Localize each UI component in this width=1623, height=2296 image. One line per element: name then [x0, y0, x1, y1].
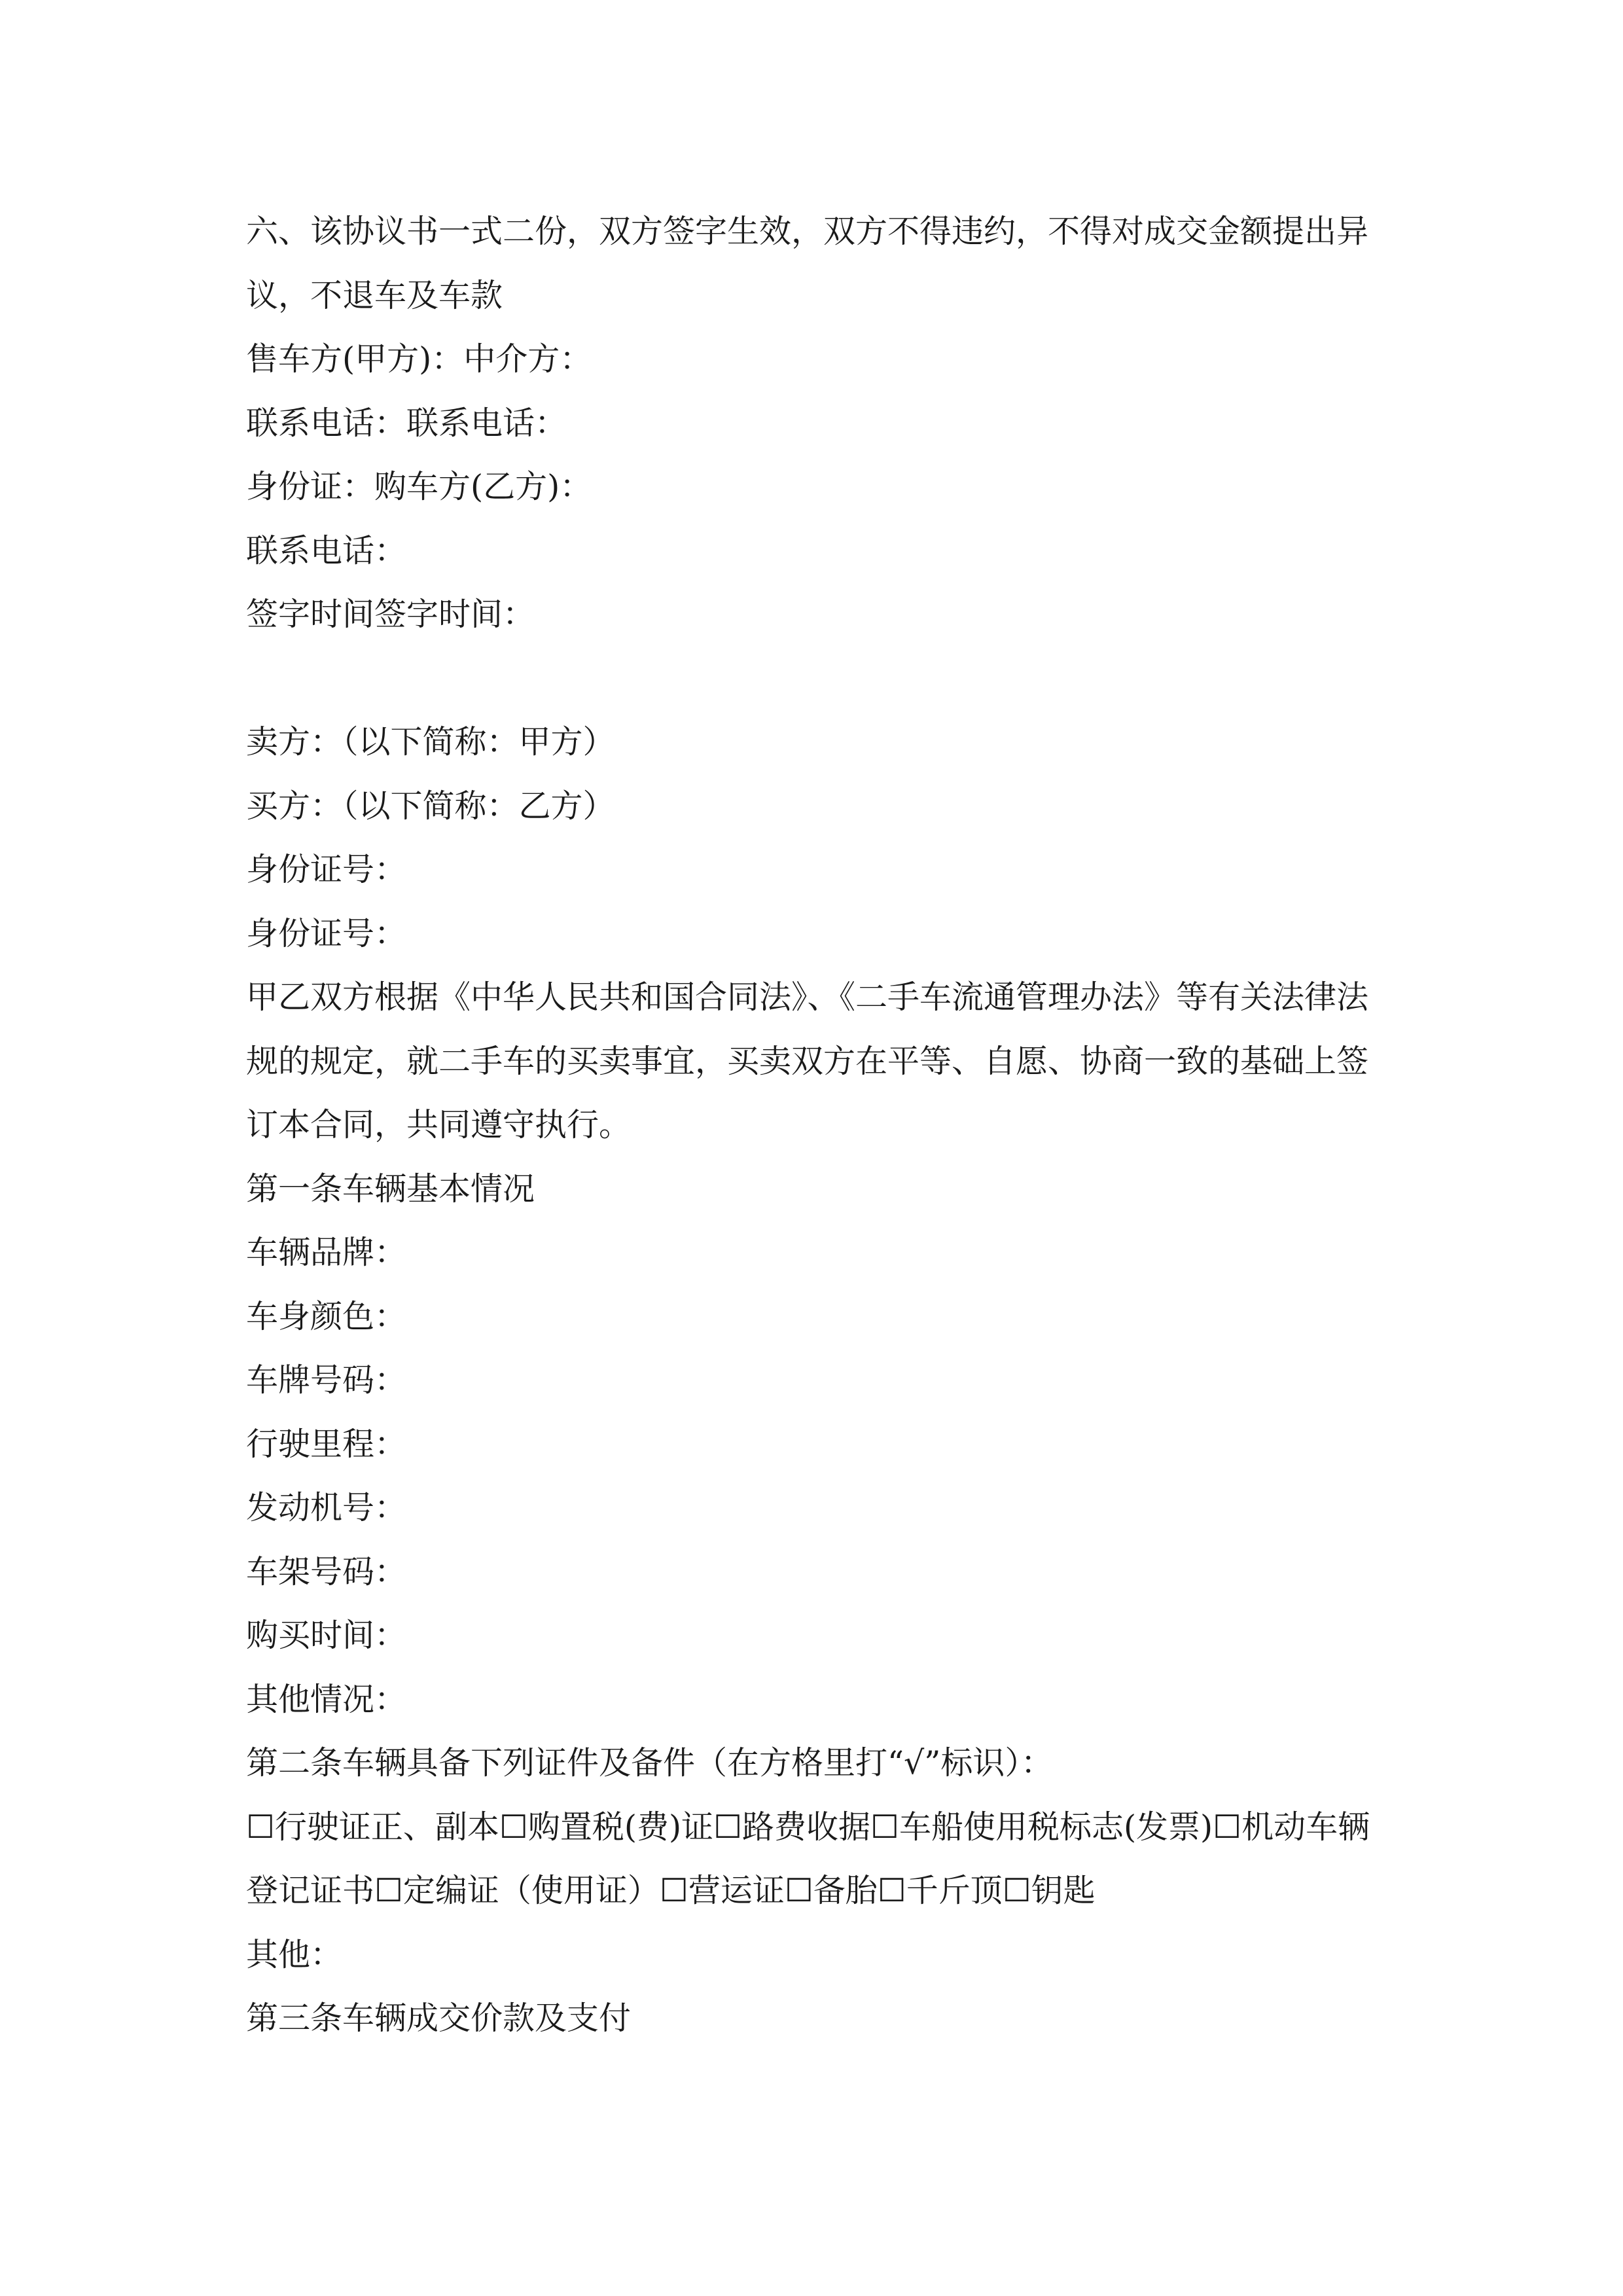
- other-conditions-line: 其他情况：: [246, 1680, 407, 1718]
- phone-line: 联系电话：联系电话：: [246, 404, 567, 442]
- article-two-heading: 第二条车辆具备下列证件及备件（在方格里打“√”标识）：: [246, 1744, 1053, 1782]
- buyer-party-line: 买方：（以下简称：乙方）: [246, 787, 615, 825]
- contract-preamble: 甲乙双方根据《中华人民共和国合同法》、《二手车流通管理办法》等有关法律法规的规定，就二手车的买卖事宜，买卖双方在平等、自愿、协商一致的基础上签订本合同，共同遵守执行。: [246, 978, 1369, 1143]
- buyer-id-line: 身份证号：: [246, 914, 407, 952]
- paragraph-spacer: [246, 647, 1398, 711]
- engine-number-line: 发动机号：: [246, 1489, 407, 1526]
- other-line: 其他：: [246, 1935, 343, 1973]
- seller-id-line: 身份证号：: [246, 851, 407, 888]
- signature-time-line: 签字时间签字时间：: [246, 596, 535, 633]
- frame-number-line: 车架号码：: [246, 1552, 407, 1590]
- clause-six-paragraph: 六、该协议书一式二份，双方签字生效，双方不得违约，不得对成交金额提出异议，不退车及车款: [246, 213, 1369, 314]
- vehicle-color-line: 车身颜色：: [246, 1297, 407, 1335]
- buyer-phone-line: 联系电话：: [246, 531, 407, 569]
- id-buyer-line: 身份证：购车方(乙方)：: [246, 468, 592, 505]
- purchase-time-line: 购买时间：: [246, 1617, 407, 1654]
- documents-checklist: ☐行驶证正、副本☐购置税(费)证☐路费收据☐车船使用税标志(发票)☐机动车辆登记证书☐定编证（使用证）☐营运证☐备胎☐千斤顶☐钥匙: [246, 1808, 1370, 1909]
- seller-intermediary-line: 售车方(甲方)：中介方：: [246, 340, 592, 378]
- plate-number-line: 车牌号码：: [246, 1361, 407, 1399]
- document-body: [246, 200, 1398, 2051]
- mileage-line: 行驶里程：: [246, 1425, 407, 1463]
- article-three-heading: 第三条车辆成交价款及支付: [246, 2000, 632, 2037]
- article-one-heading: 第一条车辆基本情况: [246, 1170, 535, 1208]
- seller-party-line: 卖方：（以下简称：甲方）: [246, 723, 615, 761]
- vehicle-brand-line: 车辆品牌：: [246, 1234, 407, 1271]
